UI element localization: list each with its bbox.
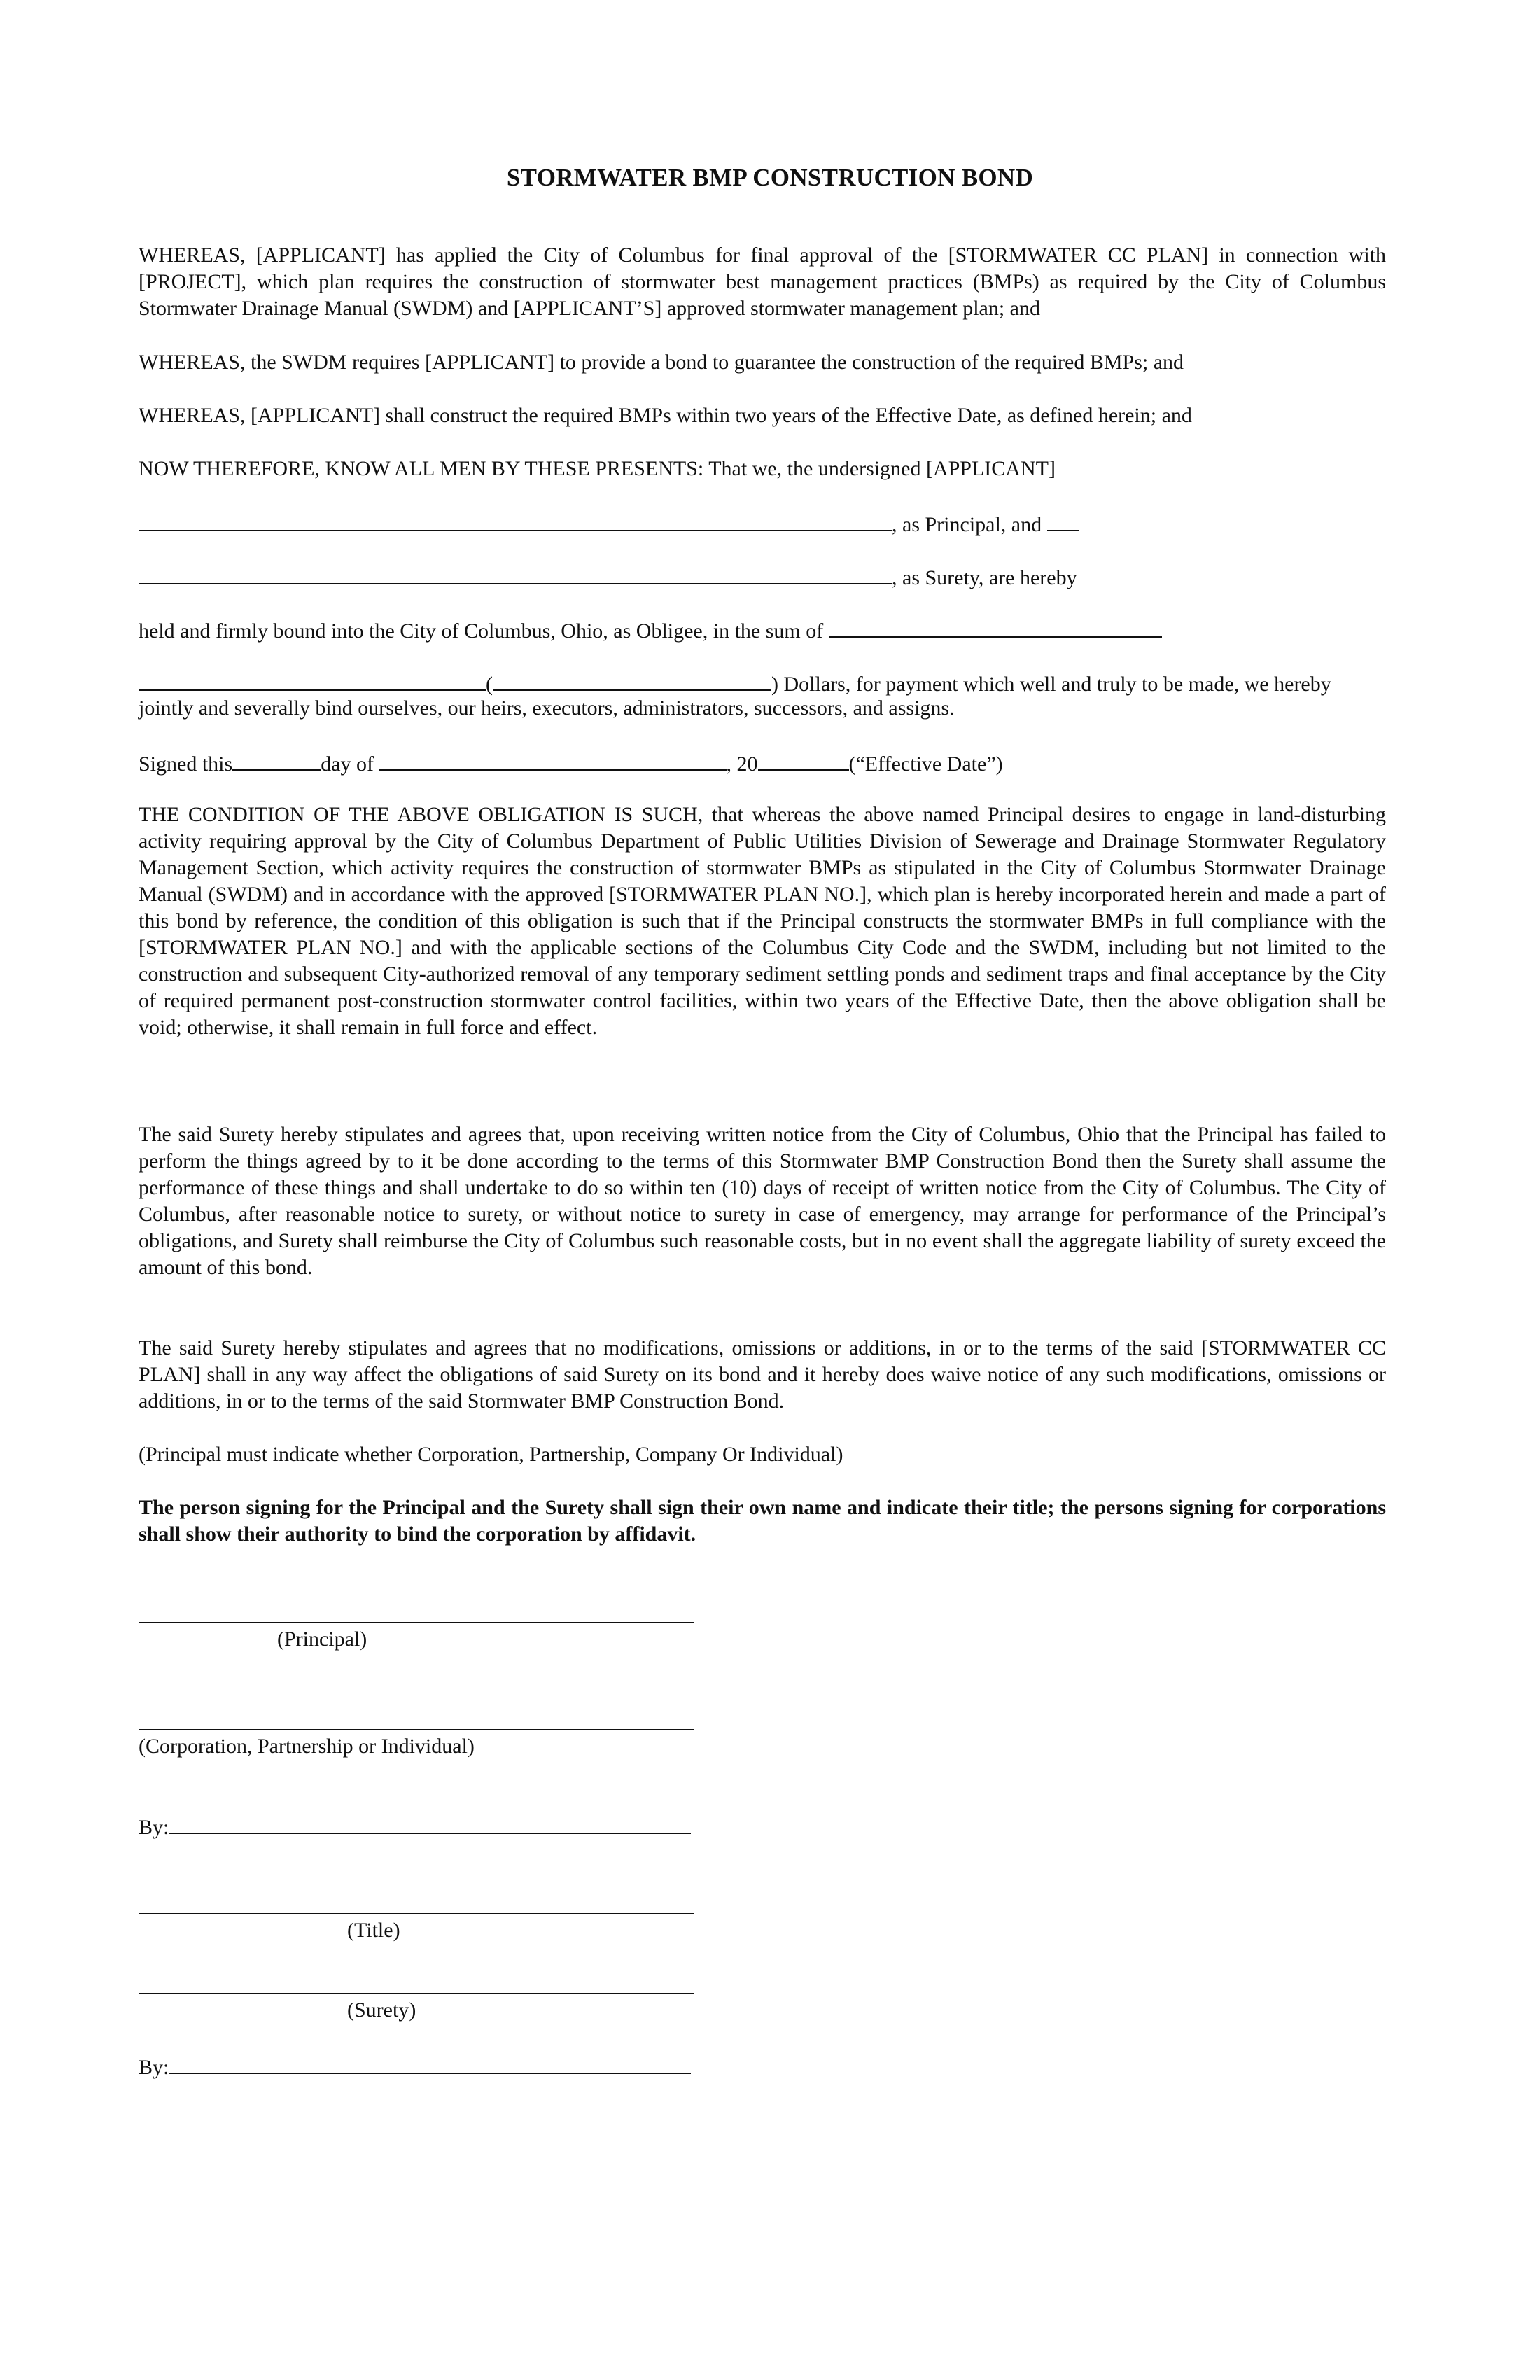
jointly-row: jointly and severally bind ourselves, our heirs, executors, administrators, successors, and assigns.: [139, 696, 955, 720]
condition-paragraph: THE CONDITION OF THE ABOVE OBLIGATION IS SUCH, that whereas the above named Principal desires to engage in land-disturbing activity requiring approval by the City of Columbus Department of Public Utilities Division of Sewerage and Drainage Stormwater Regulatory Management Section, which activity requires the construction of stormwater BMPs as stipulated in the City of Columbus Stormwater Drainage Manual (SWDM) and in accordance with the approved [STORMWATER PLAN NO.], which plan is hereby incorporated herein and made a part of this bond by reference, the condition of this obligation is such that if the Principal constructs the stormwater BMPs in full compliance with the [STORMWATER PLAN NO.] and with the applicable sections of the Columbus City Code and the SWDM, including but not limited to the construction and subsequent City-authorized removal of any temporary sediment settling ponds and sediment traps and final acceptance by the City of required permanent post-construction stormwater control facilities, within two years of the Effective Date, then the above obligation shall be void; otherwise, it shall remain in full force and effect.: [139, 803, 1386, 1039]
surety-suffix: , as Surety, are hereby: [892, 566, 1077, 589]
dollars-number-blank[interactable]: [493, 668, 771, 691]
dollars-open-paren: (: [486, 673, 493, 696]
corporation-caption: (Corporation, Partnership or Individual): [139, 1735, 475, 1758]
title-caption: (Title): [347, 1919, 400, 1942]
year-prefix-text: , 20: [726, 752, 758, 776]
surety-agreement-paragraph-2: The said Surety hereby stipulates and agrees that no modifications, omissions or additions, in or to the terms of the said [STORMWATER CC PLAN] shall in any way affect the obligations of said Surety on its bond and it hereby does waive notice of any such modifications, omissions or additions, in or to the terms of the said Stormwater BMP Construction Bond.: [139, 1336, 1386, 1413]
principal-name-blank[interactable]: [139, 509, 892, 531]
signed-row: [139, 748, 1003, 778]
signing-instructions-paragraph: The person signing for the Principal and the Surety shall sign their own name and indicate their title; the persons signing for corporations shall show their authority to bind the corporation by affidavit.: [139, 1496, 1386, 1546]
by-signature-blank-1[interactable]: [169, 1812, 691, 1834]
signed-this-text: Signed this: [139, 752, 233, 776]
principal-row: [139, 509, 1079, 538]
document-title: STORMWATER BMP CONSTRUCTION BOND: [506, 164, 1034, 191]
now-therefore-paragraph: NOW THEREFORE, KNOW ALL MEN BY THESE PRESENTS: That we, the undersigned [APPLICANT]: [139, 457, 1056, 480]
day-of-text: day of: [321, 752, 374, 776]
surety-name-blank[interactable]: [139, 562, 892, 584]
by-signature-blank-2[interactable]: [169, 2052, 691, 2074]
sum-row: [139, 615, 1162, 645]
whereas-paragraph-3: WHEREAS, [APPLICANT] shall construct the required BMPs within two years of the Effective Date, as defined herein; and: [139, 404, 1192, 427]
principal-suffix: , as Principal, and: [892, 513, 1042, 536]
dollars-row: [139, 668, 1331, 698]
principal-signature-line[interactable]: [139, 1622, 694, 1623]
corporation-signature-line[interactable]: [139, 1729, 694, 1730]
by-label-2: By:: [139, 2056, 169, 2079]
by-label-1: By:: [139, 1816, 169, 1839]
signed-year-blank[interactable]: [758, 748, 849, 771]
surety-caption: (Surety): [347, 1998, 416, 2022]
by-row-2: [139, 2052, 691, 2081]
surety-agreement-paragraph-1: The said Surety hereby stipulates and agrees that, upon receiving written notice from the City of Columbus, Ohio that the Principal has failed to perform the things agreed by to it be done according to the terms of this Stormwater BMP Construction Bond then the Surety shall assume the performance of these things and shall undertake to do so within ten (10) days of receipt of written notice from the City of Columbus. The City of Columbus, after reasonable notice to surety, or without notice to surety in case of emergency, may arrange for performance of the Principal’s obligations, and Surety shall reimburse the City of Columbus such reasonable costs, but in no event shall the aggregate liability of surety exceed the amount of this bond.: [139, 1123, 1386, 1279]
signed-day-blank[interactable]: [232, 748, 321, 771]
signed-month-blank[interactable]: [379, 748, 727, 771]
surety-signature-line[interactable]: [139, 1993, 694, 1994]
whereas-paragraph-1: WHEREAS, [APPLICANT] has applied the City of Columbus for final approval of the [STORMWATER CC PLAN] in connection with [PROJECT], which plan requires the construction of stormwater best management practices (BMPs) as required by the City of Columbus Stormwater Drainage Manual (SWDM) and [APPLICANT’S] approved stormwater management plan; and: [139, 244, 1386, 320]
dollars-text: ) Dollars, for payment which well and truly to be made, we hereby: [771, 673, 1331, 696]
principal-indicate-paragraph: (Principal must indicate whether Corporation, Partnership, Company Or Individual): [139, 1443, 844, 1466]
sum-amount-blank[interactable]: [829, 615, 1162, 638]
principal-and-blank[interactable]: [1047, 509, 1079, 531]
held-text: held and firmly bound into the City of Columbus, Ohio, as Obligee, in the sum of: [139, 620, 824, 643]
principal-caption: (Principal): [277, 1628, 368, 1651]
dollars-words-blank[interactable]: [139, 668, 486, 691]
title-signature-line[interactable]: [139, 1913, 694, 1914]
whereas-paragraph-2: WHEREAS, the SWDM requires [APPLICANT] to provide a bond to guarantee the construction of the required BMPs; and: [139, 351, 1184, 374]
surety-row: [139, 562, 1077, 592]
by-row-1: [139, 1812, 691, 1841]
effective-date-text: (“Effective Date”): [848, 752, 1003, 776]
